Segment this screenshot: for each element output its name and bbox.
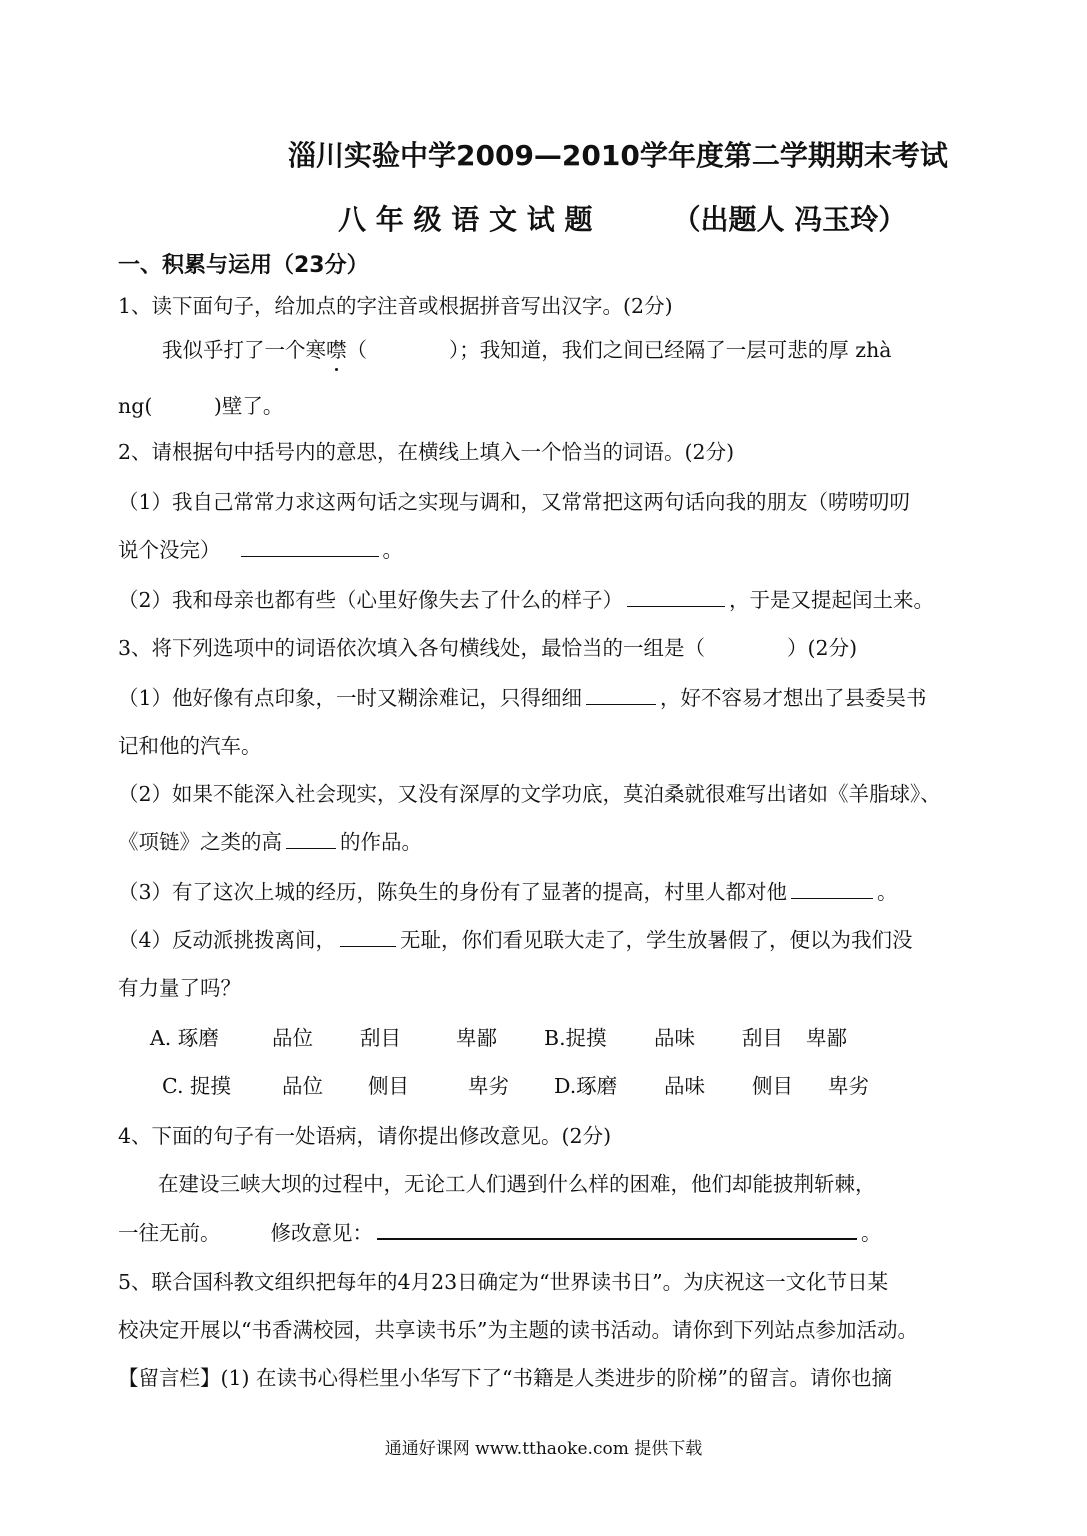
q5-line1: 5、联合国科教文组织把每年的4月23日确定为“世界读书日”。为庆祝这一文化节日某 bbox=[118, 1270, 889, 1294]
exam-title: 淄川实验中学2009—2010学年度第二学期期末考试 bbox=[288, 139, 948, 172]
revision-label: 修改意见： bbox=[270, 1221, 373, 1245]
q1-sentence-line1: 我似乎打了一个寒噤（ ）；我知道，我们之间已经隔了一层可悲的厚 zhà bbox=[162, 338, 892, 362]
q5-line2: 校决定开展以“书香满校园，共享读书乐”为主题的读书活动。请你到下列站点参加活动。 bbox=[118, 1318, 918, 1342]
option-a[interactable]: A. 琢磨 bbox=[150, 1026, 219, 1050]
page-footer: 通通好课网 www.tthaoke.com 提供下载 bbox=[384, 1439, 703, 1459]
q4-prompt: 4、下面的句子有一处语病，请你提出修改意见。(2分) bbox=[118, 1124, 612, 1148]
option-d[interactable]: D.琢磨 bbox=[554, 1074, 618, 1098]
exam-subtitle bbox=[338, 198, 906, 238]
q3-sentence1-line2: 记和他的汽车。 bbox=[118, 734, 262, 758]
q1-sentence-line2: ng( )壁了。 bbox=[118, 394, 284, 418]
option-b[interactable]: B.捉摸 bbox=[544, 1026, 607, 1050]
answer-blank[interactable] bbox=[586, 684, 656, 705]
section-heading: 一、积累与运用（23分） bbox=[118, 253, 369, 278]
option-c[interactable]: C. 捉摸 bbox=[162, 1074, 231, 1098]
subject-title: 八 年 级 语 文 试 题 bbox=[338, 203, 593, 236]
answer-blank[interactable] bbox=[340, 926, 396, 947]
q1-prompt: 1、读下面句子，给加点的字注音或根据拼音写出汉字。(2分) bbox=[118, 294, 673, 318]
q4-sentence-line2: 一往无前。 修改意见： 。 bbox=[118, 1218, 882, 1247]
revision-answer-line[interactable] bbox=[377, 1218, 857, 1240]
author-note: （出题人 冯玉玲） bbox=[672, 203, 907, 236]
q2-part2: （2）我和母亲也都有些（心里好像失去了什么的样子） ，于是又提起闰土来。 bbox=[118, 588, 935, 612]
dotted-character: 噤 bbox=[326, 338, 347, 362]
answer-blank[interactable] bbox=[286, 828, 336, 849]
q3-sentence2-line1: （2）如果不能深入社会现实，又没有深厚的文学功底，莫泊桑就很难写出诸如《羊脂球》、 bbox=[118, 782, 941, 806]
q2-part1-line1: （1）我自己常常力求这两句话之实现与调和，又常常把这两句话向我的朋友（唠唠叨叨 bbox=[118, 490, 911, 514]
answer-blank[interactable] bbox=[791, 878, 873, 899]
q3-sentence3: （3）有了这次上城的经历，陈奂生的身份有了显著的提高，村里人都对他 。 bbox=[118, 880, 898, 904]
q3-sentence2-line2: 《项链》之类的高 的作品。 bbox=[118, 830, 422, 854]
answer-blank[interactable] bbox=[241, 536, 379, 557]
q3-prompt: 3、将下列选项中的词语依次填入各句横线处，最恰当的一组是（ ）(2分) bbox=[118, 636, 858, 660]
answer-blank[interactable] bbox=[627, 586, 725, 607]
q5-line3: 【留言栏】(1) 在读书心得栏里小华写下了“书籍是人类进步的阶梯”的留言。请你也摘 bbox=[118, 1366, 893, 1390]
q3-sentence4-line2: 有力量了吗？ bbox=[118, 976, 241, 1000]
exam-page: 淄川实验中学2009—2010学年度第二学期期末考试 八 年 级 语 文 试 题 （出题人 冯玉玲） 一、积累与运用（23分） 1、读下面句子，给加点的字注音或根据拼音写出汉字。(2分) 我似乎打了一个寒噤（ ）；我知道，我们之间已经隔了一层可悲的厚 zhà ng( )壁了。 2、请根据句中括号内的意思，在横线上填入一个恰当的词语。(2分) （1）我自己常常力求这两句话之实现与调和，又常常把这两句话向我的朋友（唠唠叨叨 说个没完） 。 （2）我和母亲也都有些（心里好像失去了什么的样子） ，于是又提起闰土来。 3、将下列选项中的词语依次填入各句横线处，最恰当的一组是（ ）(2分) （1）他好像有点印象，一时又糊涂难记，只得细细 ，好不容易才想出了县委吴书 记和他的汽车。 （2）如果不能深入社会现实，又没有深厚的文学功底，莫泊桑就很难写出诸如《羊脂球》、 《项链》之类的高 的作品。 （3）有了这次上城的经历，陈奂生的身份有了显著的提高，村里人都对他 。 （4）反动派挑拨离间， 无耻，你们看见联大走了，学生放暑假了，便以为我们没 有力量了吗？ A. 琢磨 品位 刮目 卑鄙 B.捉摸 品味 刮目 卑鄙 C. 捉摸 品位 侧目 卑劣 D.琢磨 品味 侧目 卑劣 4、下面的句子有一处语病，请你提出修改意见。(2分) 在建设三峡大坝的过程中，无论工人们遇到什么样的困难，他们却能披荆斩棘， 一往无前。 修改意见： 。 5、联合国科教文组织把每年的4月23日确定为“世界读书日”。为庆祝这一文化节日某 校决定开展以“书香满校园，共享读书乐”为主题的读书活动。请你到下列站点参加活动。 【留言栏】(1) 在读书心得栏里小华写下了“书籍是人类进步的阶梯”的留言。请你也摘 通通好课网 www.tthaoke.com 提供下载 bbox=[0, 0, 1087, 1536]
q3-sentence4: （4）反动派挑拨离间， 无耻，你们看见联大走了，学生放暑假了，便以为我们没 bbox=[118, 928, 913, 952]
q3-sentence1: （1）他好像有点印象，一时又糊涂难记，只得细细 ，好不容易才想出了县委吴书 bbox=[118, 686, 927, 710]
q2-prompt: 2、请根据句中括号内的意思，在横线上填入一个恰当的词语。(2分) bbox=[118, 440, 735, 464]
q2-part1-line2: 说个没完） 。 bbox=[118, 538, 403, 562]
q4-sentence-line1: 在建设三峡大坝的过程中，无论工人们遇到什么样的困难，他们却能披荆斩棘， bbox=[158, 1172, 876, 1196]
